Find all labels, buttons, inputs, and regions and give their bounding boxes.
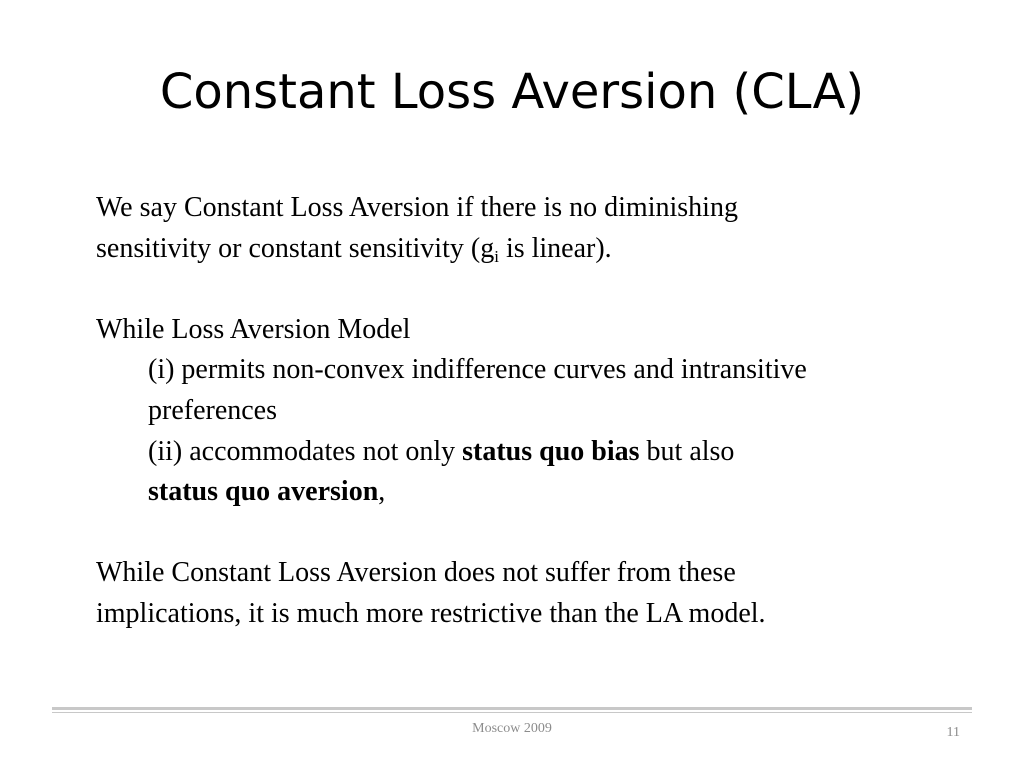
item1-line2: preferences — [148, 394, 278, 426]
para3-line1: While Constant Loss Aversion does not suffer from these — [96, 557, 736, 589]
para1-line1: We say Constant Loss Aversion if there is no diminishing — [96, 192, 738, 223]
slide-title: Constant Loss Aversion (CLA) — [159, 64, 865, 120]
slide-body — [96, 188, 976, 635]
footer-text: Moscow 2009 — [472, 721, 552, 736]
spacer — [96, 269, 976, 310]
item1-line1: (i) permits non-convex indifference curves and intransitive — [148, 354, 807, 386]
spacer — [96, 513, 976, 554]
page-number: 11 — [946, 725, 960, 740]
status-quo-aversion-bold: status quo aversion — [148, 476, 379, 508]
item2-line1 — [96, 432, 976, 473]
footer-divider-thick — [52, 707, 972, 710]
para1-line2-pre: sensitivity or constant sensitivity (g — [96, 232, 495, 264]
para1-line2-post: is linear). — [498, 232, 612, 264]
para2-heading: While Loss Aversion Model — [96, 313, 411, 345]
item2-post: but also — [639, 435, 735, 467]
para1-line2 — [96, 229, 976, 270]
item2-pre: (ii) accommodates not only — [148, 435, 463, 467]
item2-end: , — [378, 476, 386, 508]
item2-line2 — [96, 472, 976, 513]
subscript-i: i — [494, 246, 499, 266]
footer-divider-thin — [52, 712, 972, 713]
status-quo-bias-bold: status quo bias — [462, 435, 640, 467]
para3-line2: implications, it is much more restrictive than the LA model. — [96, 597, 766, 629]
